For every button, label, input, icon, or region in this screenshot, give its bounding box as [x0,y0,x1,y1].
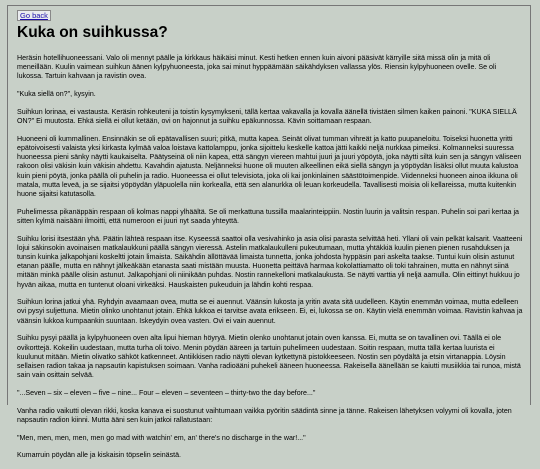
paragraph: "Kuka siellä on?", kysyin. [17,90,96,99]
page-title: Kuka on suihkussa? [17,24,168,41]
paragraph: Kumarruin pöydän alle ja kiskaisin töpselin seinästä. [17,451,182,460]
go-back-link[interactable]: Go back [17,10,51,21]
page [7,5,531,460]
paragraph: Suihku lorisi itsestään yhä. Päätin lähteä respaan itse. Kyseessä saattoi olla vesivahinko ja asia olisi parasta selvittää heti. Yllani oli vain pelkät kalsarit. Vaatteeni lojui säkinsokin avoinaisen matkalaukkuni päällä sängyn vieressä. Astelin matkalaukulleni pukeutumaan, mutta yhtäkkiä kuulin pienen pienen rusahduksen ja tunsin kuinka jalkapohjani koskeltti jotain limaista. Säikähdin ällöttävää limaista tunnetta, jonka johdosta hyppäsin pari askelta taakse. Tuntui kuin olisin astunut etanan päälle, mutta en nähnyt jälkeäkään etanasta saati mistään muusta. Huonetta peittävä harmaa kokolattiamatto oli toki tahrainen, mutta en nähnyt siinä mitään minkä päälle olisin astunut. Jalkapohjani oli niinikään puhdas. Nostin rannekelloni matkalaukusta. Se näytti varttia yli neljä aamulla. Olin eittinyt hukkuu jo hyvän aikaa, mutta en tuntenut oloani virkeäksi. Hauskaisten pukeuduin ja lähdin kohti respaa. [17,234,523,289]
paragraph: Huoneeni oli kummallinen. Ensinnäkin se oli epätavallisen suuri; pitkä, mutta kapea. Seinät olivat tumman vihreät ja katto puupaneloitu. Toiseksi huonetta yritti epätoivoisesti valaista yksi kirkasta kylmää valoa loistava kattolamppu, jonka sijoittelu keskelle kattoa jätti kaikki neljä nurkkaa pimeiksi. Kolmanneksi suuressa huoneessa pieni sänky näytti kaukaiselta. Päätyseinä oli niin kapea, että sängyn viereen mahtui juuri ja juuri yöpöytä, joka näytti siltä kuin sen ja sängyn väliseen rakoon olisi väkisin kuin väkisin ahdettu. Kavahdin ajatusta. Neljänneksi huone oli muuten alkeellinen eikä siellä sängyn ja yöpöydän lisäksi ollut muuta kalustoa kuin pieni pöytä, jonka päällä oli puhelin ja radio. Huoneessa ei ollut televisiota, joka oli kai jonkinlainen säästötoimenpide. Viidenneksi huoneen ainoa ikkuna oli matala, mutta leveä, ja se sijaitsi yöpöydän yläpuolella niin korkealla, että sen alanurkka oli leuan korkeudella. Tavallisesti moisia oli kellareissa, mutta kuitenkin huone sijaitsi katutasolla. [17,134,522,198]
paragraph: Puhelimessa pikanäppäin respaan oli kolmas nappi ylhäältä. Se oli merkattuna tussilla maalarinteippiin. Nostin luurin ja valitsin respan. Puhelin soi pari kertaa ja sitten kylmä naisääni ilmoitti, että numeroon ei juuri nyt saada yhteyttä. [17,207,519,225]
article-body [17,54,523,469]
paragraph: Vanha radio vaikutti olevan rikki, koska kanava ei suostunut vaihtumaan vaikka pyöritin säädintä sinne ja tänne. Rakeisen lähetyksen volyymi oli kovalla, joten napsautin radion kiinni. Mutta ääni sen kuin jatkoi rallatustaan: [17,406,512,424]
paragraph: "...Seven – six – eleven – five – nine... Four – eleven – seventeen – thirty-two the day before..." [17,388,316,397]
paragraph: Heräsin hotellihuoneessani. Valo oli mennyt päälle ja kirkkaus häikäisi minut. Kesti hetken ennen kuin aivoni pääsivät kärryille siitä missä olin ja mitä oli meneillään. Kuulin vaimean suihkun äänen kylpyhuoneesta, joka sai minut hyppäämään säikähdyksen vallassa ylös. Riensin kylpyhuoneen ovelle. Se oli lukossa. Tartuin kahvaan ja ravistin ovea. [17,54,497,81]
paragraph: Suihkun lorina jatkui yhä. Ryhdyin avaamaan ovea, mutta se ei auennut. Väänsin lukosta ja yritin avata sitä uudelleen. Käytin enemmän voimaa, mutta edelleen ovi pysyi suljettuna. Mietin olinko unohtanut jotain. Ehkä lukkoa ei tarvitse avata erikseen. Ei, ei, lukossa se on. Käytin vielä enemmän voimaa. Ravistin kahvaa ja väänsin lukkoa kumpaankin suuntaan. Iskeydyin ovea vasten. Ovi ei vain auennut. [17,298,523,325]
paragraph: Suihkun lorinaa, ei vastausta. Keräsin rohkeuteni ja toistin kysymykseni, tällä kertaa vakavalla ja kovalla äänellä tivistäen silmen kaiken painoni. "KUKA SIELLÄ ON?" Ei muutosta. Ehkä siellä ei ollut ketään, ovi on hajonnut ja suihku epäkunnossa. Kävin soittamaan respaan. [17,107,517,126]
paragraph: "Men, men, men, men, men go mad with watchin' em, an' there's no discharge in the war!..." [17,433,306,442]
paragraph: Suihku pysyi päällä ja kylpyhuoneen oven alta lipui hieman höyryä. Mietin olenko unohtanut jotain oven kanssa. Ei, mutta se on tavallinen ovi. Täällä ei ole ovikorttejä. Kokeilin uudestaan, mutta turha oli toivo. Menin pöydän ääreen ja tartuin puhelimeen uudestaan. Soitin respaan, mutta tällä kertaa luurista ei kuulunut mitään. Mietin olivatko sähköt katkenneet. Antiikkisen radio näytti olevan kytkettynä pistokkeeseen. Nostin sen pöydältä ja etsin virtanappia. Löysin sellaisen radion takaa ja napsautin kapistuksen soimaan. Vanha radioääni puhekeli ääneen huoneessa. Rakeisella äänellään se kaiutti musiikkia tai runoa, mistä sain vain osittain selvää. [17,334,521,380]
